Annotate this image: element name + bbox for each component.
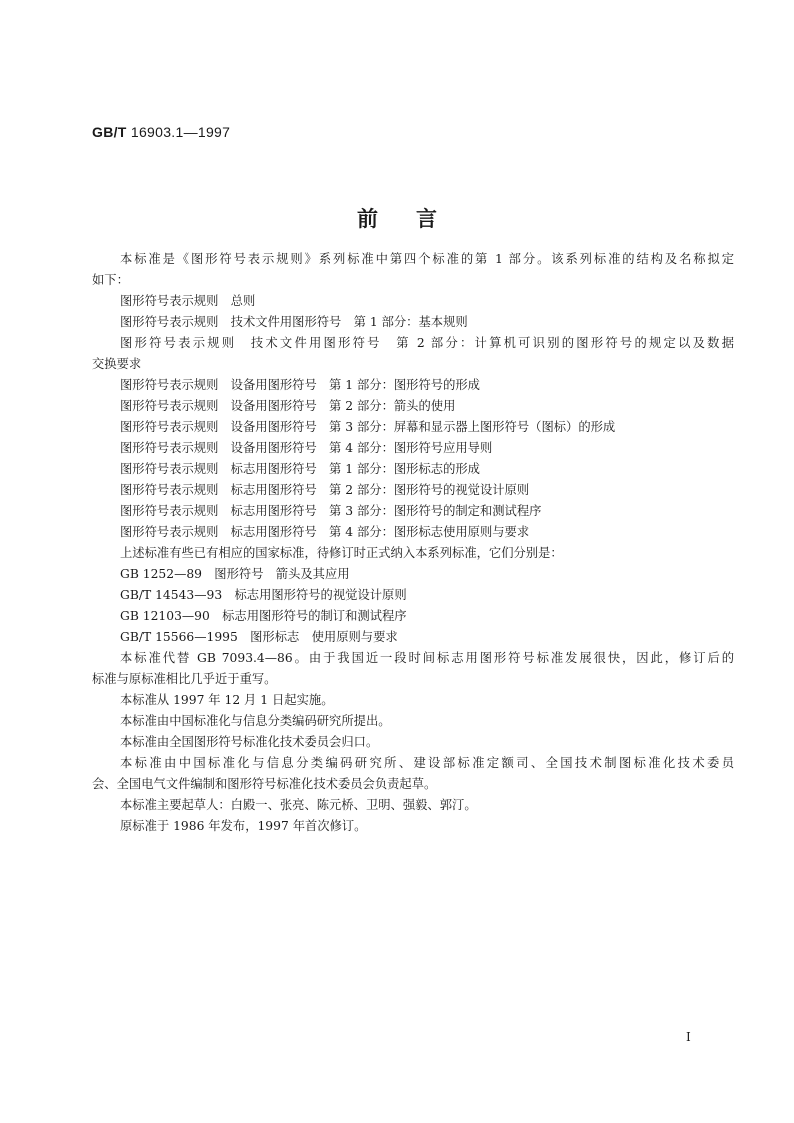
paragraph-line: 本标准主要起草人：白殿一、张亮、陈元桥、卫明、强毅、郭汀。 [120, 798, 477, 812]
list-item-continuation: 交换要求 [92, 357, 142, 371]
list-item: 图形符号表示规则 标志用图形符号 第 2 部分：图形符号的视觉设计原则 [120, 483, 530, 497]
paragraph-line: 本标准从 1997 年 12 月 1 日起实施。 [120, 693, 334, 707]
list-item: 图形符号表示规则 设备用图形符号 第 4 部分：图形符号应用导则 [120, 441, 493, 455]
list-item: 图形符号表示规则 设备用图形符号 第 3 部分：屏幕和显示器上图形符号（图标）的形成 [120, 420, 616, 434]
standard-reference: GB 1252—89 图形符号 箭头及其应用 [120, 567, 350, 581]
paragraph-line: 标准与原标准相比几乎近于重写。 [92, 672, 277, 686]
paragraph-line: 本标准由中国标准化与信息分类编码研究所提出。 [120, 714, 391, 728]
paragraph-line: 本标准是《图形符号表示规则》系列标准中第四个标准的第 1 部分。该系列标准的结构及名称拟定 [120, 252, 734, 266]
paragraph-line: 本标准由全国图形符号标准化技术委员会归口。 [120, 735, 379, 749]
page-title: 前言 [357, 206, 475, 231]
paragraph-line: 原标准于 1986 年发布，1997 年首次修订。 [120, 819, 367, 833]
page-number: I [686, 1030, 691, 1044]
paragraph-line: 上述标准有些已有相应的国家标准，待修订时正式纳入本系列标准，它们分别是： [120, 546, 563, 560]
list-item: 图形符号表示规则 标志用图形符号 第 1 部分：图形标志的形成 [120, 462, 480, 476]
list-item: 图形符号表示规则 标志用图形符号 第 3 部分：图形符号的制定和测试程序 [120, 504, 542, 518]
paragraph-line: 本标准代替 GB 7093.4—86。由于我国近一段时间标志用图形符号标准发展很快，因此，修订后的 [120, 651, 734, 665]
list-item: 图形符号表示规则 技术文件用图形符号 第 2 部分：计算机可识别的图形符号的规定以及数据 [120, 336, 734, 350]
list-item: 图形符号表示规则 设备用图形符号 第 2 部分：箭头的使用 [120, 399, 456, 413]
standard-reference: GB 12103—90 标志用图形符号的制订和测试程序 [120, 609, 407, 623]
standard-reference: GB/T 14543—93 标志用图形符号的视觉设计原则 [120, 588, 407, 602]
paragraph-line: 会、全国电气文件编制和图形符号标准化技术委员会负责起草。 [92, 777, 437, 791]
list-item: 图形符号表示规则 标志用图形符号 第 4 部分：图形标志使用原则与要求 [120, 525, 530, 539]
list-item: 图形符号表示规则 总则 [120, 294, 256, 308]
standard-code [92, 124, 230, 140]
standard-code-prefix: GB/T [92, 124, 127, 140]
paragraph-line: 如下： [92, 273, 129, 287]
list-item: 图形符号表示规则 技术文件用图形符号 第 1 部分：基本规则 [120, 315, 468, 329]
standard-reference: GB/T 15566—1995 图形标志 使用原则与要求 [120, 630, 398, 644]
standard-code-number: 16903.1—1997 [130, 124, 231, 140]
paragraph-line: 本标准由中国标准化与信息分类编码研究所、建设部标准定额司、全国技术制图标准化技术委员 [120, 756, 734, 770]
list-item: 图形符号表示规则 设备用图形符号 第 1 部分：图形符号的形成 [120, 378, 480, 392]
